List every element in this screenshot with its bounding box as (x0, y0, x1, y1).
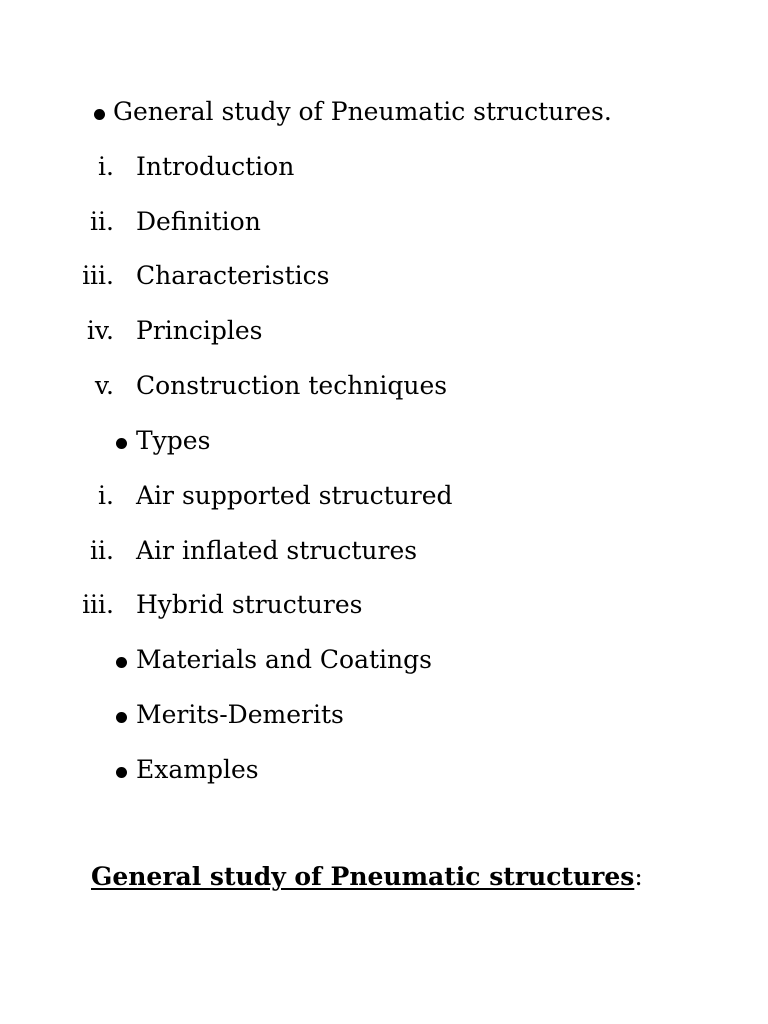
section-heading-title: General study of Pneumatic structures (91, 862, 635, 891)
roman-numeral-marker: v. (94, 371, 114, 400)
outline-bullet-item (0, 424, 700, 458)
roman-numeral-marker: ii. (90, 207, 114, 236)
section-heading (91, 860, 643, 894)
outline-sub-item-text: Air supported structured (136, 481, 453, 510)
outline-sub-item-text: Hybrid structures (136, 590, 363, 619)
bullet-dot-icon (116, 438, 127, 449)
outline-item-text: General study of Pneumatic structures. (113, 97, 612, 126)
outline-sub-item (0, 259, 700, 293)
outline-bullet-item (0, 643, 700, 677)
bullet-dot-icon (116, 767, 127, 778)
roman-numeral-marker: i. (98, 152, 114, 181)
outline-item-text: Materials and Coatings (136, 645, 432, 674)
outline-bullet-item (0, 95, 700, 129)
roman-numeral-marker: ii. (90, 536, 114, 565)
outline-sub-item (0, 369, 700, 403)
outline-item-text: Examples (136, 755, 259, 784)
bullet-dot-icon (94, 109, 105, 120)
bullet-dot-icon (116, 712, 127, 723)
outline-sub-item (0, 314, 700, 348)
bullet-dot-icon (116, 657, 127, 668)
outline-sub-item-text: Principles (136, 316, 263, 345)
outline-sub-item (0, 588, 700, 622)
outline-sub-item (0, 479, 700, 513)
outline-item-text: Merits-Demerits (136, 700, 344, 729)
roman-numeral-marker: iii. (82, 590, 114, 619)
outline-bullet-item (0, 698, 700, 732)
outline-sub-item-text: Air inflated structures (136, 536, 418, 565)
roman-numeral-marker: iii. (82, 261, 114, 290)
section-heading-colon: : (634, 862, 643, 891)
outline-sub-item-text: Introduction (136, 152, 295, 181)
outline-sub-item-text: Characteristics (136, 261, 330, 290)
roman-numeral-marker: iv. (86, 316, 114, 345)
outline-sub-item (0, 205, 700, 239)
roman-numeral-marker: i. (98, 481, 114, 510)
outline-sub-item (0, 534, 700, 568)
outline-sub-item-text: Definition (136, 207, 261, 236)
outline-sub-item-text: Construction techniques (136, 371, 448, 400)
outline-sub-item (0, 150, 700, 184)
outline-bullet-item (0, 753, 700, 787)
outline-item-text: Types (136, 426, 211, 455)
